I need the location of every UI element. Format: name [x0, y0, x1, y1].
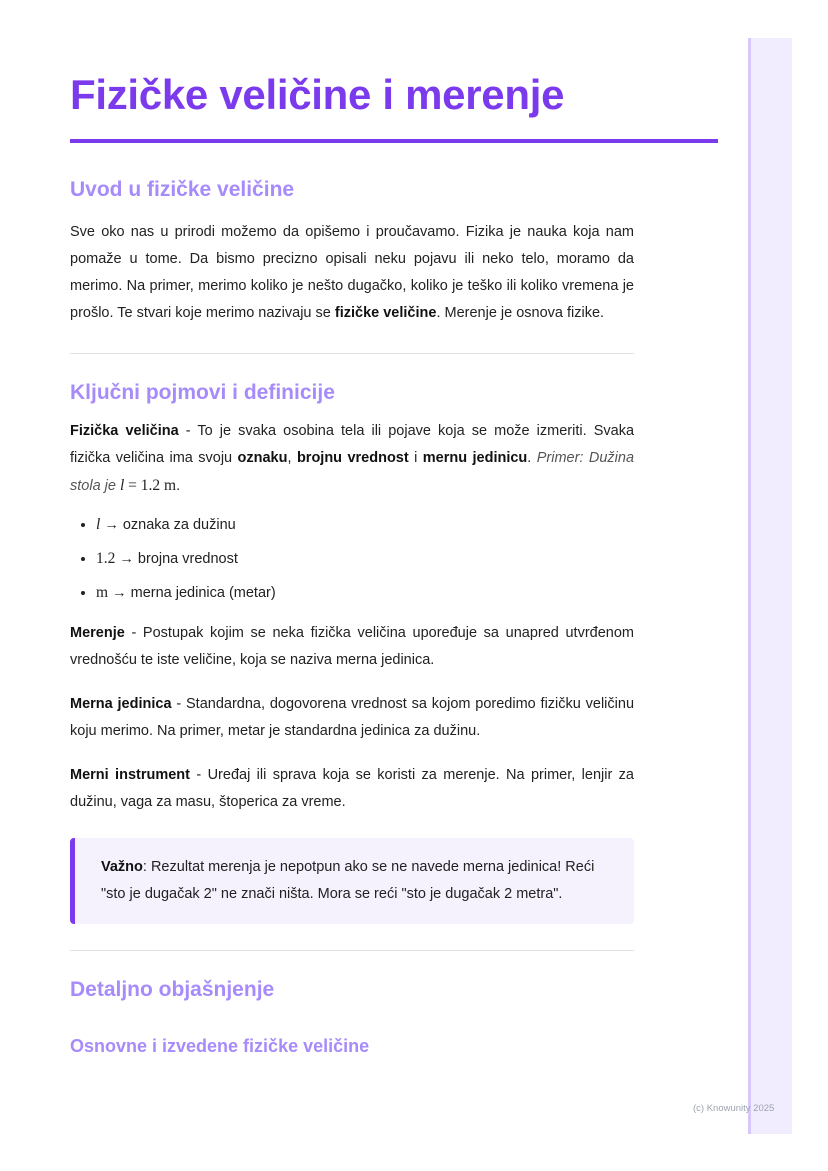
definition-text: ,	[287, 450, 297, 466]
definition-unit	[70, 691, 634, 745]
note-body: : Rezultat merenja je nepotpun ako se ne navede merna jedinica! Reći "sto je dugačak 2" ne znači ništa. Mora se reći "sto je dugačak 2 metra".	[101, 859, 595, 902]
page-title: Fizičke veličine i merenje	[70, 71, 565, 118]
example-equation: = 1.2 m	[124, 477, 177, 494]
list-item	[96, 508, 634, 542]
definition-text: i	[408, 450, 423, 466]
definition-instrument	[70, 762, 634, 816]
definition-term: Merna jedinica	[70, 696, 172, 712]
definition-text: - To je svaka osobina tela ili pojave koja se može izmeriti. Svaka fizička veličina ima svoju	[70, 423, 635, 466]
example-end: .	[176, 478, 181, 494]
definition-text: - Standardna, dogovorena vrednost sa kojom poredimo fizičku veličinu koju merimo. Na primer, metar je standardna jedinica za dužinu.	[70, 696, 635, 739]
intro-paragraph	[70, 219, 634, 327]
definition-term: Fizička veličina	[70, 423, 179, 439]
section-divider	[70, 353, 634, 354]
section-heading-intro: Uvod u fizičke veličine	[70, 178, 295, 201]
list-item-text: → oznaka za dužinu	[100, 517, 236, 533]
definition-term: Merenje	[70, 625, 125, 641]
list-item-symbol: 1.2	[96, 550, 116, 567]
example-text: Primer: Dužina stola je	[70, 450, 635, 494]
note-label: Važno	[101, 859, 143, 875]
intro-text-end: . Merenje je osnova fizike.	[436, 305, 605, 321]
list-item-symbol: m	[96, 584, 109, 601]
definition-measurement	[70, 620, 634, 674]
title-underline	[70, 139, 718, 143]
definition-text: - Uređaj ili sprava koja se koristi za merenje. Na primer, lenjir za dužinu, vaga za masu, štoperica za vreme.	[70, 767, 634, 810]
copyright-footer: (c) Knowunity 2025	[693, 1103, 775, 1114]
side-panel-border	[748, 38, 751, 1134]
list-item	[96, 542, 634, 576]
section-divider	[70, 950, 634, 951]
bold-term: oznaku	[237, 450, 288, 466]
definition-physical-quantity	[70, 418, 634, 500]
intro-bold-term: fizičke veličine	[334, 305, 437, 321]
list-item-text: → merna jedinica (metar)	[108, 585, 276, 601]
definition-text: .	[527, 450, 537, 466]
list-item-text: → brojna vrednost	[115, 551, 238, 567]
example-variable: l	[119, 477, 125, 494]
section-heading-detail: Detaljno objašnjenje	[70, 978, 275, 1001]
list-item	[96, 576, 634, 610]
main-content	[70, 62, 634, 1059]
definition-text: - Postupak kojim se neka fizička veličina upoređuje sa unapred utvrđenom vrednošću te iste veličine, koja se naziva merna jedinica.	[70, 625, 634, 668]
important-note-callout	[70, 838, 634, 924]
bold-term: mernu jedinicu	[422, 450, 528, 466]
list-item-symbol: l	[96, 516, 101, 533]
side-panel	[748, 38, 792, 1134]
note-text	[101, 854, 610, 908]
notation-list	[70, 508, 634, 610]
subsection-heading: Osnovne i izvedene fizičke veličine	[70, 1036, 370, 1056]
intro-text: Sve oko nas u prirodi možemo da opišemo i proučavamo. Fizika je nauka koja nam pomaže u tome. Da bismo precizno opisali neku pojavu ili neko telo, moramo da merimo. Na primer, merimo koliko je nešto dugačko, koliko je teško ili koliko vremena je prošlo. Te stvari koje merimo nazivaju se	[70, 224, 634, 321]
bold-term: brojnu vrednost	[296, 450, 409, 466]
definition-term: Merni instrument	[70, 767, 190, 783]
section-heading-concepts: Ključni pojmovi i definicije	[70, 381, 335, 404]
